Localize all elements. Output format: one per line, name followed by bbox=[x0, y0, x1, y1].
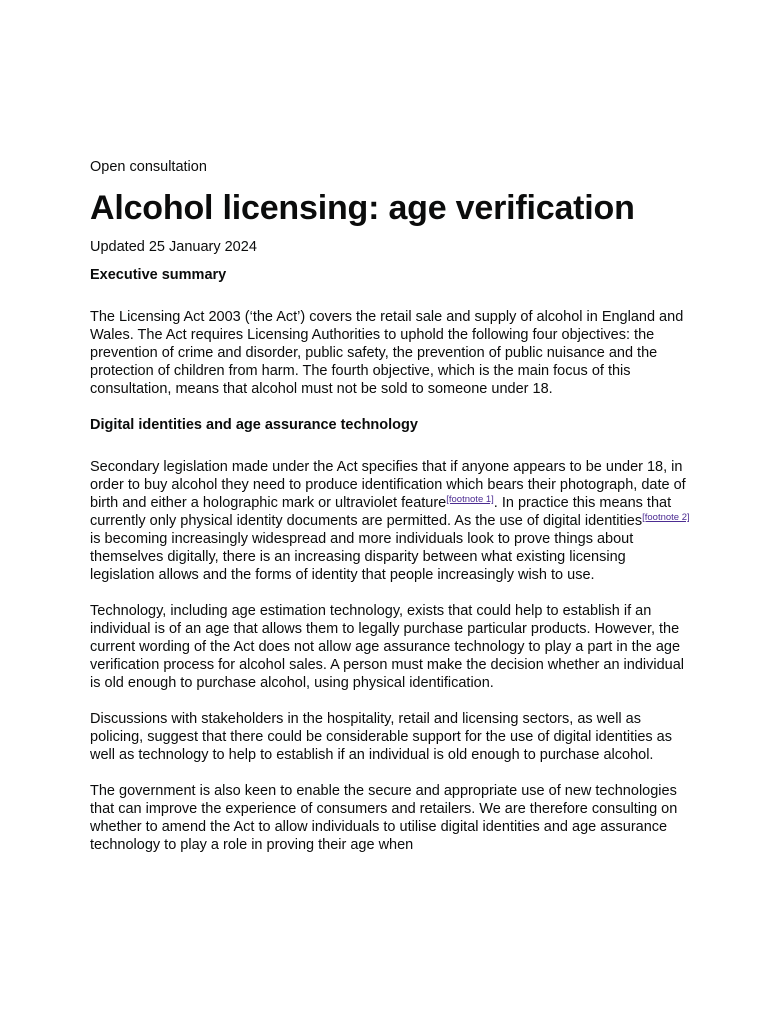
footnote-1-link[interactable]: [footnote 1] bbox=[446, 494, 494, 505]
executive-summary-paragraph: The Licensing Act 2003 (‘the Act’) covers the retail sale and supply of alcohol in England and Wales. The Act requires Licensing Authorities to uphold the following four objectives: the prevention of crime and disorder, public safety, the prevention of public nuisance and the protection of children from harm. The fourth objective, which is the main focus of this consultation, means that alcohol must not be sold to someone under 18. bbox=[90, 309, 684, 397]
document-page bbox=[90, 158, 690, 854]
technology-paragraph: Technology, including age estimation technology, exists that could help to establish if an individual is of an age that allows them to legally purchase particular products. However, the current wording of the Act does not allow age assurance technology to play a part in the age verification process for alcohol sales. A person must make the decision whether an individual is old enough to purchase alcohol, using physical identification. bbox=[90, 603, 685, 691]
digital-para-text-1: Secondary legislation made under the Act specifies that if anyone appears to be under 18, in order to buy alcohol they need to produce identification which bears their photograph, date of birth and either a holographic mark or ultraviolet feature bbox=[90, 459, 686, 511]
footnote-2-link[interactable]: [footnote 2] bbox=[642, 512, 690, 523]
updated-date: Updated 25 January 2024 bbox=[90, 239, 257, 255]
discussions-paragraph: Discussions with stakeholders in the hospitality, retail and licensing sectors, as well as policing, suggest that there could be considerable support for the use of digital identities as well as technology to help to establish if an individual is old enough to purchase alcohol. bbox=[90, 711, 672, 763]
page-title: Alcohol licensing: age verification bbox=[90, 189, 635, 227]
executive-summary-heading: Executive summary bbox=[90, 267, 227, 283]
digital-para-text-2: . In practice this means that currently only physical identity documents are permitted. As the use of digital identities bbox=[90, 495, 672, 529]
document-type-caption: Open consultation bbox=[90, 159, 207, 175]
digital-identities-paragraph bbox=[90, 458, 690, 584]
government-paragraph: The government is also keen to enable the secure and appropriate use of new technologies that can improve the experience of consumers and retailers. We are therefore consulting on whether to amend the Act to allow individuals to utilise digital identities and age assurance technology to play a role in proving their age when bbox=[90, 783, 678, 853]
digital-identities-heading: Digital identities and age assurance technology bbox=[90, 417, 418, 433]
digital-para-text-3: is becoming increasingly widespread and more individuals look to prove things about themselves digitally, there is an increasing disparity between what existing licensing legislation allows and the forms of identity that people increasingly wish to use. bbox=[90, 531, 634, 583]
